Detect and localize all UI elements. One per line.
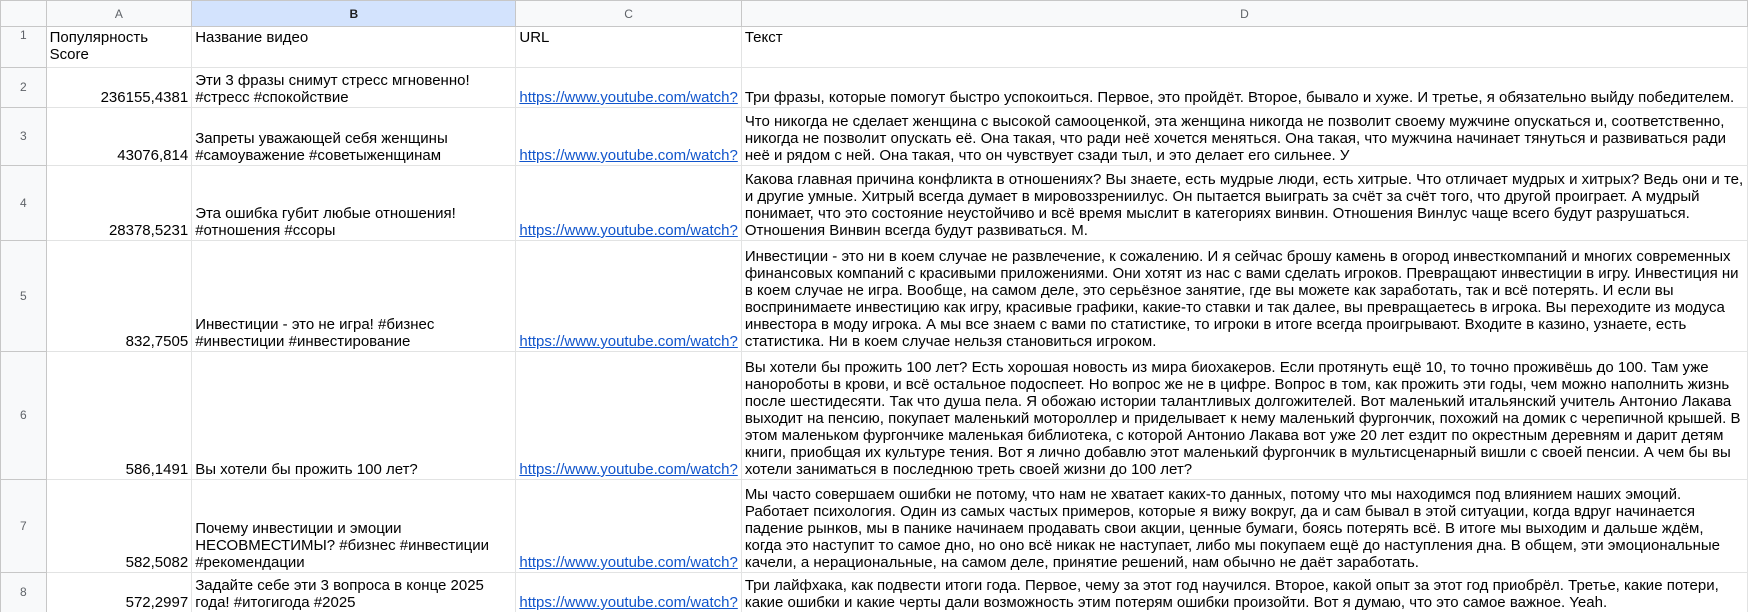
cell-text: 572,2997: [125, 594, 189, 611]
table-row: [1, 573, 1748, 612]
url-link[interactable]: https://www.youtube.com/watch?: [519, 147, 738, 164]
url-link[interactable]: https://www.youtube.com/watch?: [519, 594, 738, 611]
cell-title[interactable]: [192, 108, 516, 166]
cell-url[interactable]: [516, 68, 741, 108]
cell-url[interactable]: [516, 573, 741, 612]
url-link[interactable]: https://www.youtube.com/watch?: [519, 461, 738, 478]
cell-text: Запреты уважающей себя женщины #самоуважение #советыженщинам: [195, 130, 448, 164]
cell-score[interactable]: [46, 108, 192, 166]
column-header-d[interactable]: D: [741, 1, 1747, 27]
cell-text: Какова главная причина конфликта в отношениях? Вы знаете, есть мудрые люди, есть хитрые. Что отличает мудрых и хитрых? Ведь они и те, и другие умные. Хитрый всегда думает в мировоззрениилус. Он пытается выиграть за счёт за счёт того, что другой проиграет. А мудрый понимает, что это состояние неустойчиво и всё время мыслит в категориях винвин. Отношения Винлус чаще всего будут разрушаться. Отношения Винвин всегда будут развиваться. М.: [744, 171, 1744, 239]
cell-url[interactable]: [516, 166, 741, 241]
cell-score[interactable]: [46, 480, 192, 573]
cell-score[interactable]: [46, 68, 192, 108]
cell-text: Почему инвестиции и эмоции НЕСОВМЕСТИМЫ? #бизнес #инвестиции #рекомендации: [195, 520, 489, 571]
row-header[interactable]: 1: [1, 27, 47, 68]
column-header-b[interactable]: B: [192, 1, 516, 27]
cell-text: 236155,4381: [100, 89, 189, 106]
url-link[interactable]: https://www.youtube.com/watch?: [519, 333, 738, 350]
table-row: [1, 27, 1748, 68]
table-row: [1, 241, 1748, 352]
cell-title[interactable]: [192, 241, 516, 352]
cell-text[interactable]: [741, 27, 1747, 68]
cell-score[interactable]: [46, 27, 192, 68]
cell-text: Три фразы, которые помогут быстро успокоиться. Первое, это пройдёт. Второе, бывало и хуже. И третье, я обязательно выйду победителем.: [744, 89, 1735, 106]
cell-score[interactable]: [46, 352, 192, 480]
cell-text: Задайте себе эти 3 вопроса в конце 2025 года! #итогигода #2025: [195, 577, 484, 611]
row-header[interactable]: 4: [1, 166, 47, 241]
cell-score[interactable]: [46, 573, 192, 612]
select-all-corner[interactable]: [1, 1, 47, 27]
cell-text: Вы хотели бы прожить 100 лет?: [195, 461, 418, 478]
table-row: [1, 480, 1748, 573]
cell-title[interactable]: [192, 68, 516, 108]
cell-text: Что никогда не сделает женщина с высокой самооценкой, эта женщина никогда не позволит своему мужчине опускаться и, соответственно, никогда не позволит опускать её. Она такая, что ради неё хочется меняться. Она такая, что мужчина начинает тянуться и развиваться ради неё и рядом с ней. Она такая, что он чувствует сзади тыл, и это делает его сильнее. У: [744, 113, 1727, 164]
cell-text: Инвестиции - это ни в коем случае не развлечение, к сожалению. И я сейчас брошу камень в огород инвесткомпаний и многих современных финансовых компаний с красивыми приложениями. Они хотят из нас с вами сделать игроков. Превращают инвестиции в игру. Инвестиция ни в коем случае не игра. Вообще, на самом деле, это серьёзное занятие, где вы можете как заработать, так и всё потерять. И если вы воспринимаете инвестицию как игру, красивые графики, какие-то ставки и так далее, вы превращаетесь в игрока. Вы переходите из модуса инвестора в моду игрока. А мы все знаем с вами по статистике, то игроки в итоге всегда проигрывают. Входите в казино, узнаете, есть статистика. Ни в коем случае нельзя становиться игроком.: [744, 248, 1739, 350]
url-link[interactable]: https://www.youtube.com/watch?: [519, 554, 738, 571]
cell-url[interactable]: [516, 352, 741, 480]
cell-url[interactable]: [516, 108, 741, 166]
cell-title[interactable]: [192, 352, 516, 480]
cell-text: 582,5082: [125, 554, 189, 571]
cell-text[interactable]: [741, 480, 1747, 573]
table-row: [1, 108, 1748, 166]
cell-text: 586,1491: [125, 461, 189, 478]
cell-text[interactable]: [741, 166, 1747, 241]
cell-text: Инвестиции - это не игра! #бизнес #инвестиции #инвестирование: [195, 316, 435, 350]
cell-text: 832,7505: [125, 333, 189, 350]
cell-url[interactable]: [516, 27, 741, 68]
column-header-c[interactable]: C: [516, 1, 741, 27]
cell-text: Три лайфхака, как подвести итоги года. Первое, чему за этот год научился. Второе, какой опыт за этот год приобрёл. Третье, какие потери, какие ошибки и какие черты дали возможность этим потерям ошибки произойти. Вот я думаю, что это самое важное. Yeah.: [744, 577, 1719, 611]
url-link[interactable]: https://www.youtube.com/watch?: [519, 222, 738, 239]
cell-text[interactable]: [741, 68, 1747, 108]
cell-text[interactable]: [741, 108, 1747, 166]
cell-text[interactable]: [741, 573, 1747, 612]
cell-title[interactable]: [192, 27, 516, 68]
cell-text: Вы хотели бы прожить 100 лет? Есть хорошая новость из мира биохакеров. Если протянуть ещё 10, то точно проживёшь до 100. Там уже нанороботы в крови, и всё остальное подоспеет. Но вопрос же не в цифре. Вопрос в том, как прожить эти годы, чем можно наполнить жизнь после шестидесяти. Так что душа пела. Я обожаю истории талантливых долгожителей. Вот маленький итальянский учитель Антонио Лакава выходит на пенсию, покупает маленький мотороллер и приделывает к нему маленький фургончик, похожий на домик с черепичной крышей. В этом маленьком фургончике маленькая библиотека, с которой Антонио Лакава вот уже 20 лет ездит по окрестным деревням и дарит детям книги, приобщая их культуре тения. Вот я лично добавлю этот маленький фургончик в мультисценарный вишли с своей пенсии. А чем бы вы хотели заниматься в последнюю треть своей жизни до 100 лет?: [744, 359, 1741, 478]
row-header[interactable]: 5: [1, 241, 47, 352]
row-header[interactable]: 6: [1, 352, 47, 480]
cell-text: Популярность Score: [49, 29, 149, 63]
cell-text: Эти 3 фразы снимут стресс мгновенно! #стресс #спокойствие: [195, 72, 470, 106]
row-header[interactable]: 3: [1, 108, 47, 166]
cell-score[interactable]: [46, 241, 192, 352]
cell-score[interactable]: [46, 166, 192, 241]
cell-text: Название видео: [195, 29, 309, 46]
cell-text: 28378,5231: [108, 222, 189, 239]
table-row: [1, 166, 1748, 241]
cell-text: Текст: [744, 29, 783, 46]
row-header[interactable]: 2: [1, 68, 47, 108]
cell-title[interactable]: [192, 166, 516, 241]
column-header-a[interactable]: A: [46, 1, 192, 27]
row-header[interactable]: 8: [1, 573, 47, 612]
url-link[interactable]: https://www.youtube.com/watch?: [519, 89, 738, 106]
cell-text: URL: [519, 29, 550, 46]
cell-title[interactable]: [192, 480, 516, 573]
cell-text: 43076,814: [117, 147, 189, 164]
row-header[interactable]: 7: [1, 480, 47, 573]
table-row: [1, 68, 1748, 108]
cell-text[interactable]: [741, 241, 1747, 352]
cell-url[interactable]: [516, 241, 741, 352]
cell-url[interactable]: [516, 480, 741, 573]
cell-title[interactable]: [192, 573, 516, 612]
table-row: [1, 352, 1748, 480]
cell-text: Эта ошибка губит любые отношения! #отношения #ссоры: [195, 205, 456, 239]
cell-text: Мы часто совершаем ошибки не потому, что нам не хватает каких-то данных, потому что мы находимся под влиянием наших эмоций. Работает психология. Один из самых частых примеров, которые я вижу вокруг, да и сам бывал в этой ситуации, когда вдруг начинается падение рынков, мы в панике начинаем продавать свои акции, ценные бумаги, боясь потерять всё. В итоге мы выходим и дальше ждём, когда это наступит то самое дно, но оно всё никак не наступает, либо мы покупаем ещё до наступления дна. В общем, эти эмоциональные качели, а нерациональные, на самом деле, принятие решений, нам обычно не даёт заработать.: [744, 486, 1721, 571]
cell-text[interactable]: [741, 352, 1747, 480]
